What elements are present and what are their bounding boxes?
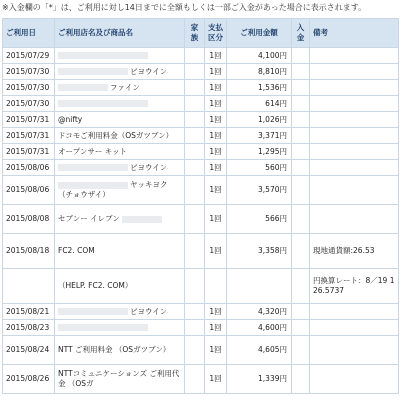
row-family bbox=[185, 176, 205, 205]
masked-text bbox=[58, 324, 148, 331]
row-family bbox=[185, 144, 205, 160]
row-family bbox=[185, 304, 205, 320]
table-row bbox=[3, 64, 399, 80]
row-family bbox=[185, 64, 205, 80]
row-amount: 4,600円 bbox=[227, 320, 292, 336]
masked-text bbox=[58, 164, 128, 171]
row-deposit bbox=[292, 144, 310, 160]
row-remarks bbox=[310, 80, 399, 96]
row-amount: 560円 bbox=[227, 160, 292, 176]
row-deposit bbox=[292, 336, 310, 365]
row-remarks: 現地通貨額:26.53 bbox=[310, 234, 399, 269]
row-family bbox=[185, 80, 205, 96]
deposit-note: ※入金欄の「*」は、ご利用に対し14日までに全額もしくは一部ご入金があった場合に表示されます。 bbox=[2, 3, 367, 12]
row-store: NTTコミュニケーションズ ご利用代金 （OSガ bbox=[55, 365, 185, 394]
row-remarks bbox=[310, 112, 399, 128]
table-row bbox=[3, 320, 399, 336]
row-deposit bbox=[292, 128, 310, 144]
row-remarks bbox=[310, 336, 399, 365]
row-store: オープンサー キット bbox=[55, 144, 185, 160]
row-deposit bbox=[292, 48, 310, 64]
row-date: 2015/07/30 bbox=[3, 96, 55, 112]
table-row bbox=[3, 234, 399, 269]
row-remarks: 円換算レート：8／19 126.5737 bbox=[310, 269, 399, 304]
row-store bbox=[55, 48, 185, 64]
header-deposit: 入金 bbox=[292, 19, 310, 48]
row-amount: 4,605円 bbox=[227, 336, 292, 365]
header-remarks: 備考 bbox=[310, 19, 399, 48]
row-family bbox=[185, 48, 205, 64]
row-payment: 1回 bbox=[205, 304, 227, 320]
row-amount: 614円 bbox=[227, 96, 292, 112]
row-payment: 1回 bbox=[205, 128, 227, 144]
row-deposit bbox=[292, 96, 310, 112]
masked-text bbox=[58, 308, 128, 315]
row-payment: 1回 bbox=[205, 64, 227, 80]
row-family bbox=[185, 112, 205, 128]
header-payment: 支払区分 bbox=[205, 19, 227, 48]
row-date: 2015/07/30 bbox=[3, 64, 55, 80]
row-payment: 1回 bbox=[205, 96, 227, 112]
row-amount: 3,570円 bbox=[227, 176, 292, 205]
row-deposit bbox=[292, 234, 310, 269]
row-amount: 3,371円 bbox=[227, 128, 292, 144]
row-family bbox=[185, 128, 205, 144]
row-date: 2015/08/18 bbox=[3, 234, 55, 269]
row-store: ビヨウイン bbox=[55, 64, 185, 80]
row-family bbox=[185, 205, 205, 234]
table-row bbox=[3, 80, 399, 96]
row-date: 2015/07/31 bbox=[3, 144, 55, 160]
row-remarks bbox=[310, 144, 399, 160]
row-deposit bbox=[292, 304, 310, 320]
header-amount: ご利用金額 bbox=[227, 19, 292, 48]
row-payment: 1回 bbox=[205, 112, 227, 128]
row-payment: 1回 bbox=[205, 234, 227, 269]
row-amount: 8,810円 bbox=[227, 64, 292, 80]
row-deposit bbox=[292, 112, 310, 128]
row-family bbox=[185, 160, 205, 176]
table-row bbox=[3, 336, 399, 365]
row-family bbox=[185, 269, 205, 304]
row-date: 2015/08/23 bbox=[3, 320, 55, 336]
row-date bbox=[3, 269, 55, 304]
row-deposit bbox=[292, 269, 310, 304]
row-store: セブンー イレブン bbox=[55, 205, 185, 234]
masked-text bbox=[58, 68, 128, 75]
row-remarks bbox=[310, 320, 399, 336]
row-remarks bbox=[310, 64, 399, 80]
row-family bbox=[185, 365, 205, 394]
row-amount: 1,536円 bbox=[227, 80, 292, 96]
table-row bbox=[3, 112, 399, 128]
row-remarks bbox=[310, 160, 399, 176]
row-store: （HELP. FC2. COM） bbox=[55, 269, 185, 304]
usage-statement-table bbox=[2, 18, 399, 394]
row-payment bbox=[205, 269, 227, 304]
row-date: 2015/08/21 bbox=[3, 304, 55, 320]
row-date: 2015/08/26 bbox=[3, 365, 55, 394]
row-remarks bbox=[310, 96, 399, 112]
row-payment: 1回 bbox=[205, 336, 227, 365]
row-payment: 1回 bbox=[205, 160, 227, 176]
row-store: NTT ご利用料金 （OSガツブン） bbox=[55, 336, 185, 365]
row-payment: 1回 bbox=[205, 365, 227, 394]
table-row bbox=[3, 365, 399, 394]
row-amount: 4,100円 bbox=[227, 48, 292, 64]
row-store: @nifty bbox=[55, 112, 185, 128]
row-family bbox=[185, 320, 205, 336]
masked-text bbox=[58, 182, 128, 189]
row-family bbox=[185, 234, 205, 269]
row-remarks bbox=[310, 205, 399, 234]
header-date: ご利用日 bbox=[3, 19, 55, 48]
row-amount: 1,295円 bbox=[227, 144, 292, 160]
row-deposit bbox=[292, 205, 310, 234]
row-date: 2015/08/06 bbox=[3, 160, 55, 176]
row-remarks bbox=[310, 128, 399, 144]
row-store bbox=[55, 96, 185, 112]
row-family bbox=[185, 336, 205, 365]
row-deposit bbox=[292, 64, 310, 80]
header-family: 家族 bbox=[185, 19, 205, 48]
row-family bbox=[185, 96, 205, 112]
header-store: ご利用店名及び商品名 bbox=[55, 19, 185, 48]
table-row bbox=[3, 176, 399, 205]
table-header-row bbox=[3, 19, 399, 48]
table-row bbox=[3, 160, 399, 176]
masked-text bbox=[58, 84, 108, 91]
row-amount: 1,339円 bbox=[227, 365, 292, 394]
row-amount bbox=[227, 269, 292, 304]
row-amount: 566円 bbox=[227, 205, 292, 234]
row-payment: 1回 bbox=[205, 144, 227, 160]
row-deposit bbox=[292, 320, 310, 336]
row-store: ヤッキヨク（チョウザイ） bbox=[55, 176, 185, 205]
table-row bbox=[3, 128, 399, 144]
row-store: ファイン bbox=[55, 80, 185, 96]
row-store: ドコモご利用料金（OSガツブン） bbox=[55, 128, 185, 144]
row-remarks bbox=[310, 48, 399, 64]
row-payment: 1回 bbox=[205, 176, 227, 205]
row-deposit bbox=[292, 80, 310, 96]
row-date: 2015/08/06 bbox=[3, 176, 55, 205]
row-date: 2015/08/24 bbox=[3, 336, 55, 365]
table-row bbox=[3, 304, 399, 320]
row-deposit bbox=[292, 365, 310, 394]
table-row bbox=[3, 96, 399, 112]
row-payment: 1回 bbox=[205, 205, 227, 234]
table-row bbox=[3, 269, 399, 304]
row-amount: 1,026円 bbox=[227, 112, 292, 128]
row-date: 2015/07/31 bbox=[3, 128, 55, 144]
table-row bbox=[3, 48, 399, 64]
table-row bbox=[3, 144, 399, 160]
row-remarks bbox=[310, 365, 399, 394]
row-date: 2015/08/08 bbox=[3, 205, 55, 234]
row-date: 2015/07/30 bbox=[3, 80, 55, 96]
masked-text bbox=[58, 100, 148, 107]
row-deposit bbox=[292, 176, 310, 205]
masked-text bbox=[122, 216, 162, 223]
row-amount: 4,320円 bbox=[227, 304, 292, 320]
row-store: FC2. COM bbox=[55, 234, 185, 269]
row-store: ビヨウイン bbox=[55, 304, 185, 320]
row-payment: 1回 bbox=[205, 320, 227, 336]
table-row bbox=[3, 205, 399, 234]
row-store bbox=[55, 320, 185, 336]
row-remarks bbox=[310, 304, 399, 320]
row-payment: 1回 bbox=[205, 48, 227, 64]
row-payment: 1回 bbox=[205, 80, 227, 96]
row-date: 2015/07/31 bbox=[3, 112, 55, 128]
row-amount: 3,358円 bbox=[227, 234, 292, 269]
row-remarks bbox=[310, 176, 399, 205]
row-date: 2015/07/29 bbox=[3, 48, 55, 64]
row-deposit bbox=[292, 160, 310, 176]
row-store: ビヨウイン bbox=[55, 160, 185, 176]
masked-text bbox=[58, 52, 148, 59]
